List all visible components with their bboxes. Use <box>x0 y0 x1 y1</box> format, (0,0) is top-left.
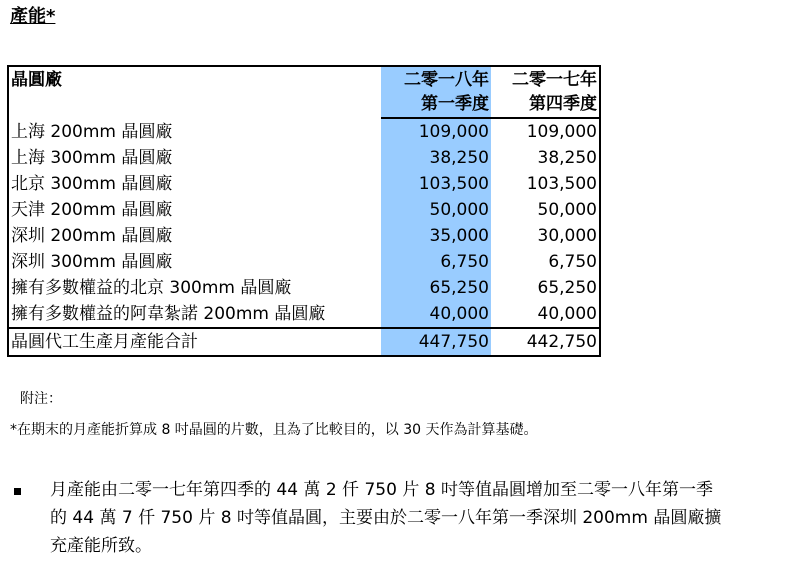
total-label-cell: 晶圓代工生產月產能合計 <box>8 328 381 356</box>
table-row <box>8 223 600 249</box>
fab-name-cell: 天津 200mm 晶圓廠 <box>11 200 173 220</box>
total-q4-2017-cell: 442,750 <box>491 328 600 356</box>
total-q1-2018-cell: 447,750 <box>381 328 491 356</box>
q4-2017-value-cell: 38,250 <box>537 148 597 168</box>
q4-2017-value-cell: 30,000 <box>537 226 597 246</box>
q4-2017-value-cell: 6,750 <box>548 252 597 272</box>
table-header-row <box>8 66 600 93</box>
header-q1-2018-year: 二零一八年 <box>381 66 491 93</box>
table-row <box>8 301 600 328</box>
fab-name-cell: 上海 300mm 晶圓廠 <box>11 148 173 168</box>
notes-text: *在期末的月產能折算成 8 吋晶圓的片數，且為了比較目的，以 30 天作為計算基礎。 <box>10 422 538 438</box>
q1-2018-value-cell: 50,000 <box>381 197 491 223</box>
q1-2018-value-cell: 109,000 <box>381 118 491 145</box>
q4-2017-value-cell: 50,000 <box>537 200 597 220</box>
bullet-text-line: 月產能由二零一七年第四季的 44 萬 2 仟 750 片 8 吋等值晶圓增加至二零一八年第一季 <box>50 480 713 500</box>
header-q4-2017-quarter: 第四季度 <box>491 93 600 118</box>
header-fab-label: 晶圓廠 <box>11 70 62 90</box>
fab-name-cell: 擁有多數權益的阿韋紮諾 200mm 晶圓廠 <box>11 304 326 324</box>
q4-2017-value-cell: 109,000 <box>526 122 597 142</box>
table-row <box>8 145 600 171</box>
q4-2017-value-cell: 103,500 <box>526 174 597 194</box>
fab-name-cell: 上海 200mm 晶圓廠 <box>11 121 173 142</box>
q1-2018-value-cell: 40,000 <box>381 301 491 328</box>
table-row <box>8 118 600 145</box>
table-total-row <box>8 328 600 356</box>
header-q1-2018-quarter: 第一季度 <box>381 93 491 118</box>
table-row <box>8 197 600 223</box>
fab-name-cell: 北京 300mm 晶圓廠 <box>11 174 173 194</box>
capacity-table <box>7 65 601 357</box>
fab-name-cell: 擁有多數權益的北京 300mm 晶圓廠 <box>11 278 292 298</box>
square-bullet-icon <box>14 488 21 495</box>
bullet-text-line: 充產能所致。 <box>50 536 152 556</box>
bullet-text <box>50 476 810 560</box>
q1-2018-value-cell: 38,250 <box>381 145 491 171</box>
bullet-text-line: 的 44 萬 7 仟 750 片 8 吋等值晶圓，主要由於二零一八年第一季深圳 200mm 晶圓廠擴 <box>50 508 722 528</box>
table-row <box>8 171 600 197</box>
q1-2018-value-cell: 6,750 <box>381 249 491 275</box>
q4-2017-value-cell: 65,250 <box>537 278 597 298</box>
q1-2018-value-cell: 103,500 <box>381 171 491 197</box>
table-row <box>8 249 600 275</box>
table-row <box>8 275 600 301</box>
q1-2018-value-cell: 35,000 <box>381 223 491 249</box>
fab-name-cell: 深圳 300mm 晶圓廠 <box>11 252 173 272</box>
q1-2018-value-cell: 65,250 <box>381 275 491 301</box>
q4-2017-value-cell: 40,000 <box>537 304 597 324</box>
header-q4-2017-year: 二零一七年 <box>512 70 597 90</box>
section-title: 產能* <box>10 6 56 27</box>
fab-name-cell: 深圳 200mm 晶圓廠 <box>11 226 173 246</box>
notes-label: 附注： <box>20 391 62 407</box>
